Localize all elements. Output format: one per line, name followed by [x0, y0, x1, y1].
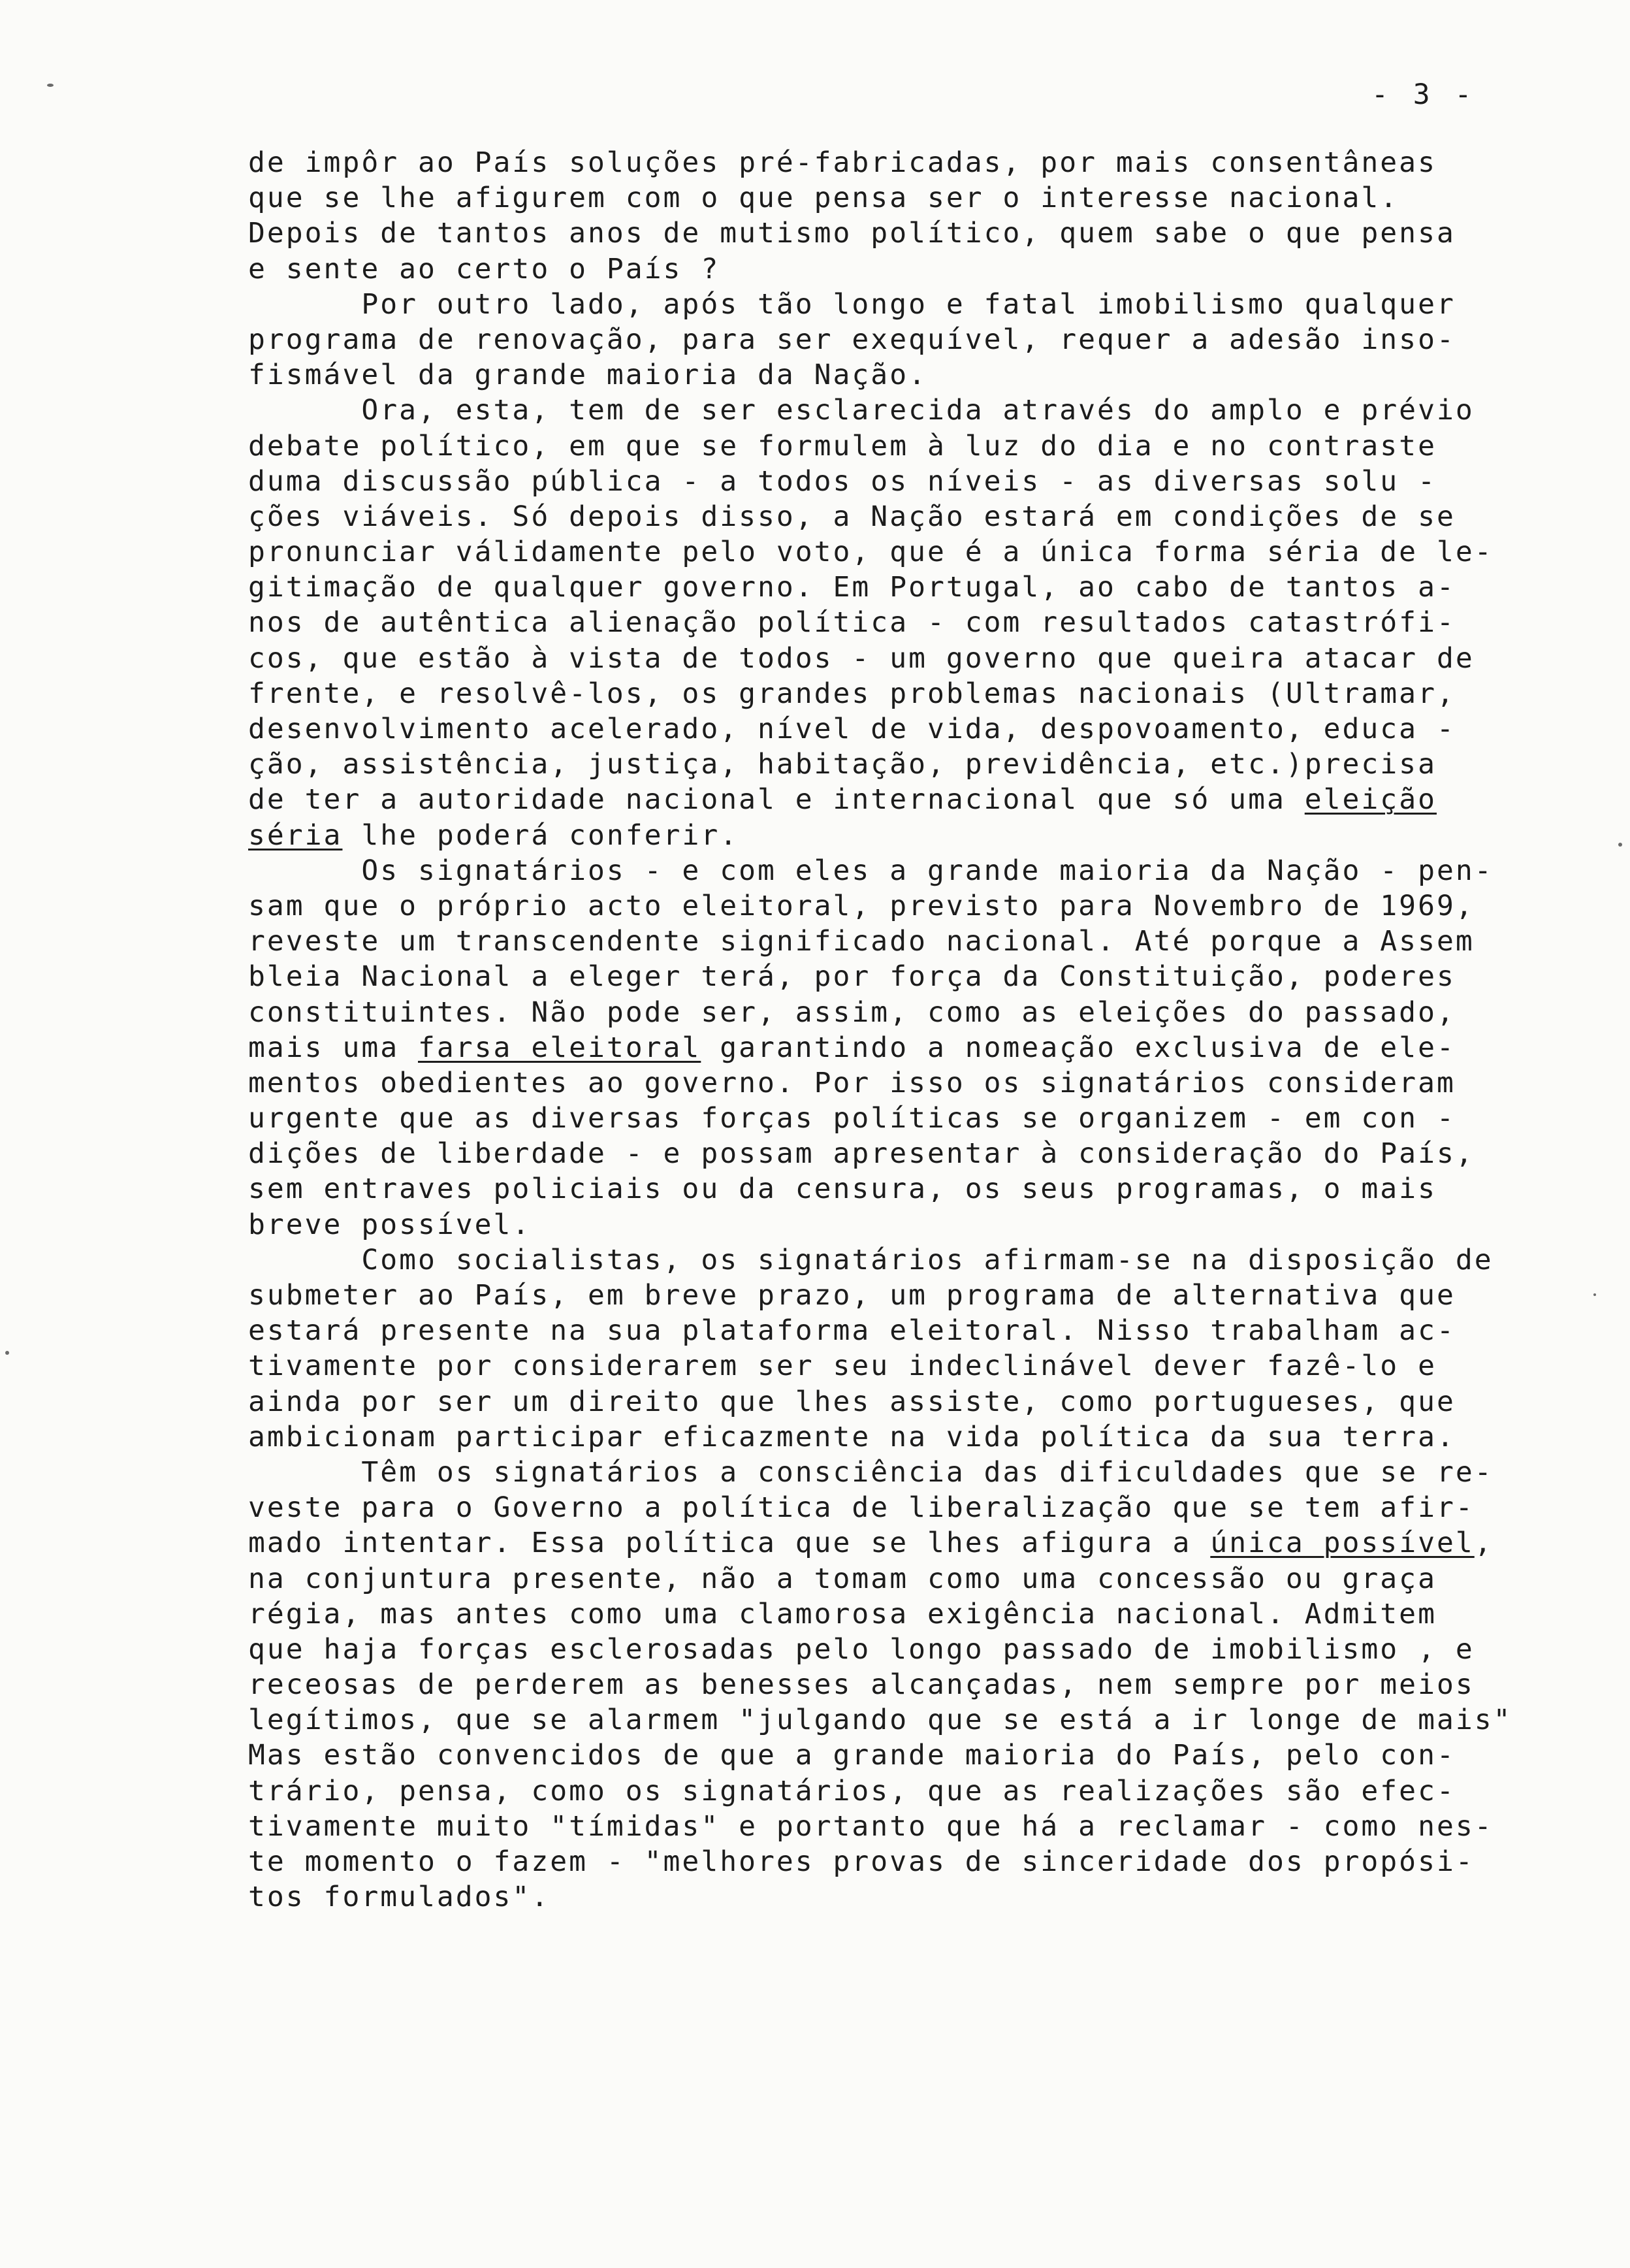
text-line: Por outro lado, após tão longo e fatal imobilismo qualquer: [248, 287, 1456, 321]
text-line: estará presente na sua plataforma eleitoral. Nisso trabalham ac-: [248, 1314, 1456, 1348]
scan-speck: [1593, 1293, 1596, 1296]
text-line: [248, 1525, 1548, 1561]
text-line: nos de autêntica alienação política - com resultados catastrófi-: [248, 606, 1456, 640]
document-body: [248, 145, 1548, 1915]
text-line: duma discussão pública - a todos os níveis - as diversas solu -: [248, 464, 1437, 498]
text-line: legítimos, que se alarmem "julgando que se está a ir longe de mais": [248, 1704, 1512, 1737]
text-segment: ,: [1474, 1527, 1494, 1560]
text-line: Os signatários - e com eles a grande maioria da Nação - pen-: [248, 854, 1494, 887]
text-line: tos formulados".: [248, 1881, 551, 1914]
text-segment: lhe poderá conferir.: [342, 818, 739, 852]
text-line: cos, que estão à vista de todos - um governo que queira atacar de: [248, 641, 1475, 675]
text-line: veste para o Governo a política de liberalização que se tem afir-: [248, 1491, 1475, 1525]
text-line: sam que o próprio acto eleitoral, previsto para Novembro de 1969,: [248, 889, 1475, 922]
text-line: desenvolvimento acelerado, nível de vida, despovoamento, educa -: [248, 713, 1456, 745]
scan-speck: [1618, 843, 1622, 847]
text-segment: de ter a autoridade nacional e internacional que só uma: [248, 783, 1305, 817]
text-segment: garantindo a nomeação exclusiva de ele-: [701, 1031, 1456, 1064]
underlined-phrase: única possível: [1210, 1527, 1475, 1560]
text-line: [248, 818, 1548, 853]
text-line: tivamente por considerarem ser seu indeclinável dever fazê-lo e: [248, 1350, 1437, 1383]
text-line: [248, 782, 1548, 817]
text-segment: mais uma: [248, 1031, 418, 1064]
text-line: régia, mas antes como uma clamorosa exigência nacional. Admitem: [248, 1597, 1437, 1630]
text-line: Mas estão convencidos de que a grande maioria do País, pelo con-: [248, 1739, 1456, 1772]
text-line: Como socialistas, os signatários afirmam-se na disposição de: [248, 1243, 1494, 1276]
text-line: bleia Nacional a eleger terá, por força da Constituição, poderes: [248, 960, 1456, 994]
text-line: Ora, esta, tem de ser esclarecida através do amplo e prévio: [248, 394, 1475, 427]
text-line: constituintes. Não pode ser, assim, como as eleições do passado,: [248, 996, 1456, 1029]
text-line: ainda por ser um direito que lhes assiste, como portugueses, que: [248, 1385, 1456, 1418]
text-line: Têm os signatários a consciência das dificuldades que se re-: [248, 1455, 1494, 1489]
text-line: ção, assistência, justiça, habitação, previdência, etc.)precisa: [248, 748, 1437, 781]
underlined-phrase: eleição: [1304, 783, 1437, 817]
text-line: dições de liberdade - e possam apresentar à consideração do País,: [248, 1137, 1475, 1171]
text-line: frente, e resolvê-los, os grandes problemas nacionais (Ultramar,: [248, 677, 1456, 710]
underlined-phrase: farsa eleitoral: [418, 1031, 701, 1064]
text-line: urgente que as diversas forças políticas se organizem - em con -: [248, 1102, 1456, 1135]
text-line: tivamente muito "tímidas" e portanto que há a reclamar - como nes-: [248, 1809, 1494, 1843]
underlined-phrase: séria: [248, 818, 343, 852]
text-line: programa de renovação, para ser exequível, requer a adesão inso-: [248, 323, 1456, 356]
text-line: receosas de perderem as benesses alcançadas, nem sempre por meios: [248, 1668, 1475, 1702]
text-line: submeter ao País, em breve prazo, um programa de alternativa que: [248, 1279, 1456, 1312]
text-line: breve possível.: [248, 1208, 532, 1241]
text-line: fismável da grande maioria da Nação.: [248, 359, 927, 392]
text-line: e sente ao certo o País ?: [248, 252, 720, 285]
text-line: [248, 1030, 1548, 1065]
text-line: que se lhe afigurem com o que pensa ser o interesse nacional.: [248, 182, 1399, 215]
scan-speck: [47, 84, 54, 87]
text-line: Depois de tantos anos de mutismo político, quem sabe o que pensa: [248, 217, 1456, 250]
text-line: na conjuntura presente, não a tomam como uma concessão ou graça: [248, 1562, 1437, 1595]
text-line: gitimação de qualquer governo. Em Portugal, ao cabo de tantos a-: [248, 571, 1456, 604]
text-line: sem entraves policiais ou da censura, os seus programas, o mais: [248, 1173, 1437, 1206]
text-line: trário, pensa, como os signatários, que as realizações são efec-: [248, 1774, 1456, 1807]
text-segment: mado intentar. Essa política que se lhes afigura a: [248, 1527, 1211, 1560]
text-line: que haja forças esclerosadas pelo longo passado de imobilismo , e: [248, 1632, 1475, 1666]
page-number: - 3 -: [1371, 78, 1476, 111]
text-line: ções viáveis. Só depois disso, a Nação estará em condições de se: [248, 500, 1456, 533]
text-line: debate político, em que se formulem à luz do dia e no contraste: [248, 429, 1437, 462]
text-line: reveste um transcendente significado nacional. Até porque a Assem: [248, 925, 1475, 958]
text-line: te momento o fazem - "melhores provas de sinceridade dos propósi-: [248, 1845, 1475, 1878]
text-line: mentos obedientes ao governo. Por isso os signatários consideram: [248, 1066, 1456, 1099]
text-line: de impôr ao País soluções pré-fabricadas, por mais consentâneas: [248, 146, 1437, 179]
text-line: ambicionam participar eficazmente na vida política da sua terra.: [248, 1420, 1456, 1453]
scan-speck: [5, 1351, 9, 1355]
text-line: pronunciar válidamente pelo voto, que é a única forma séria de le-: [248, 536, 1494, 569]
